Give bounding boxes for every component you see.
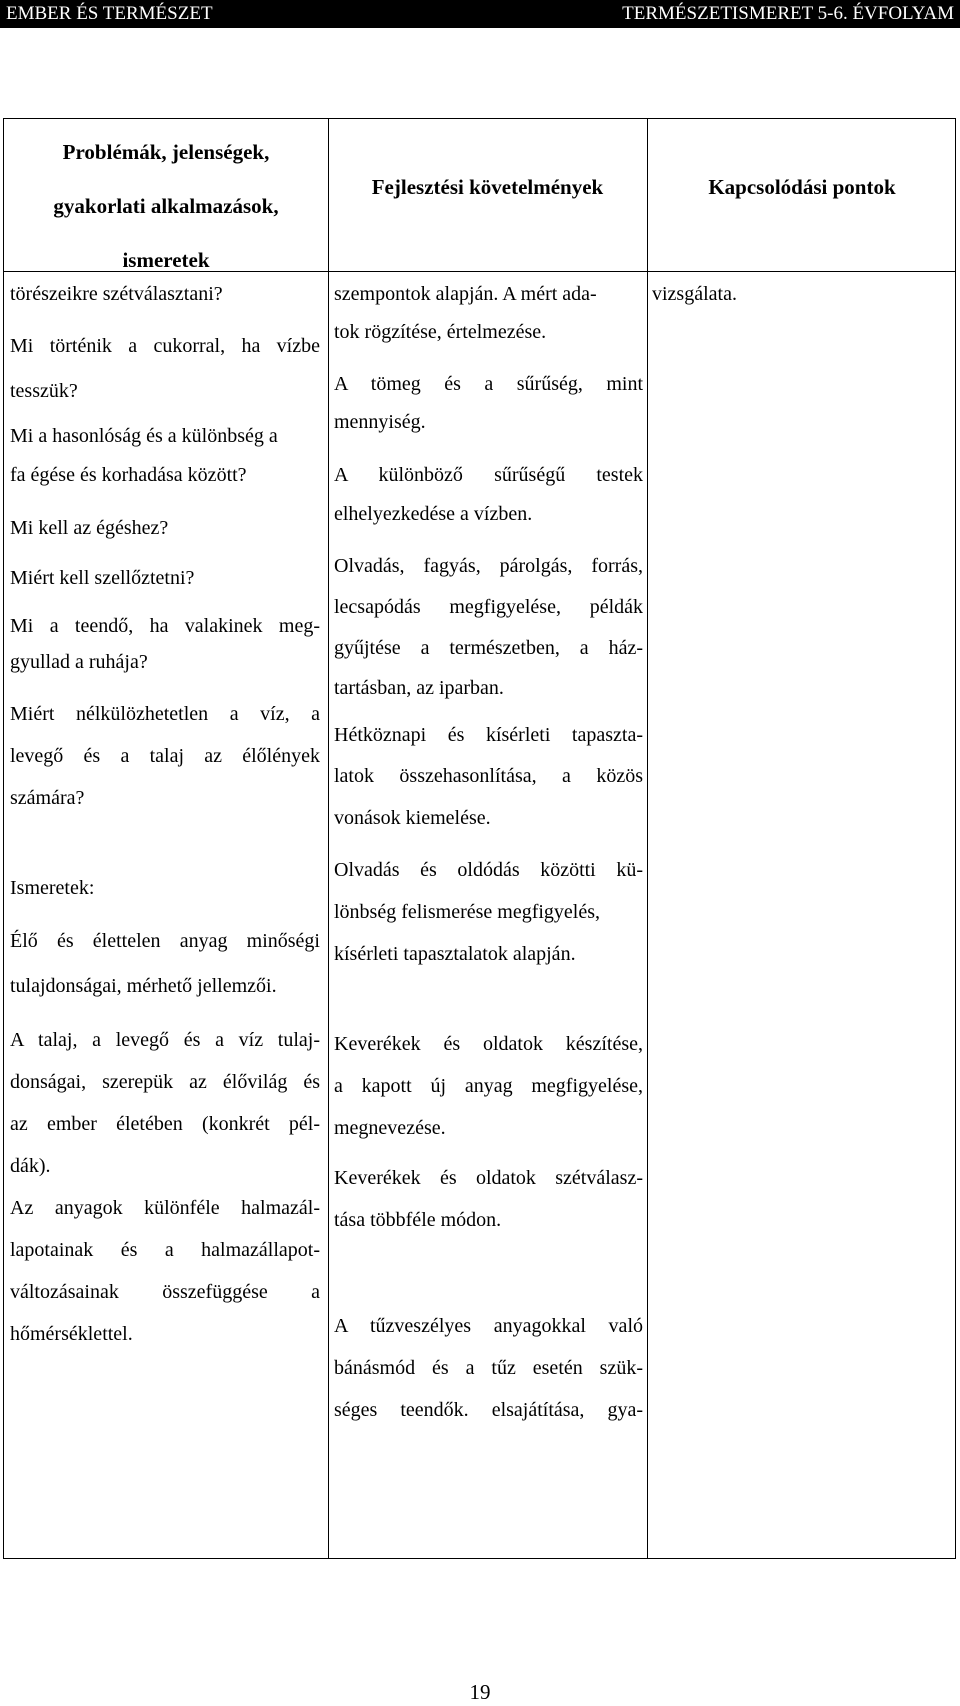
text-line: kísérleti tapasztalatok alapján. <box>334 943 576 965</box>
text-line: Olvadás, fagyás, párolgás, forrás, <box>334 555 643 577</box>
text-line: séges teendők. elsajátítása, gya- <box>334 1399 643 1421</box>
text-line: gyullad a ruhája? <box>10 651 148 673</box>
text-line: a kapott új anyag megfigyelése, <box>334 1075 643 1097</box>
page-number: 19 <box>469 1680 491 1704</box>
text-line: vonások kiemelése. <box>334 807 491 829</box>
header-line: Problémák, jelenségek, <box>62 140 270 164</box>
text-line: Miért kell szellőztetni? <box>10 567 195 589</box>
text-line: törészeikre szétválasztani? <box>10 283 223 305</box>
column-header-problems <box>4 125 328 287</box>
text-line: mennyiség. <box>334 411 426 433</box>
text-line: Olvadás és oldódás közötti kü- <box>334 859 643 881</box>
text-line: lecsapódás megfigyelése, példák <box>334 596 643 618</box>
text-line: levegő és a talaj az élőlények <box>10 745 320 767</box>
column-header-connections: Kapcsolódási pontok <box>708 175 896 199</box>
text-line: számára? <box>10 787 85 809</box>
text-line: tok rögzítése, értelmezése. <box>334 321 547 343</box>
column-divider <box>328 119 329 1558</box>
text-line: latok összehasonlítása, a közös <box>334 765 643 787</box>
running-header <box>0 0 960 28</box>
column-divider <box>647 119 648 1558</box>
text-line: tartásban, az iparban. <box>334 677 504 699</box>
text-line: változásainak összefüggése a <box>10 1281 320 1303</box>
text-line: gyűjtése a természetben, a ház- <box>334 637 643 659</box>
curriculum-table <box>3 118 956 1559</box>
text-line: Hétköznapi és kísérleti tapaszta- <box>334 724 643 746</box>
text-line: A tömeg és a sűrűség, mint <box>334 373 643 395</box>
text-line: Mi a hasonlóság és a különbség a <box>10 425 278 447</box>
text-line: elhelyezkedése a vízben. <box>334 503 533 525</box>
text-line: A talaj, a levegő és a víz tulaj- <box>10 1029 320 1051</box>
text-line: Keverékek és oldatok készítése, <box>334 1033 643 1055</box>
header-line: gyakorlati alkalmazások, <box>53 194 279 218</box>
text-line: szempontok alapján. A mért ada- <box>334 283 597 305</box>
text-line: Mi a teendő, ha valakinek meg- <box>10 615 320 637</box>
text-line: Miért nélkülözhetetlen a víz, a <box>10 703 320 725</box>
text-line: hőmérséklettel. <box>10 1323 133 1345</box>
header-left: EMBER ÉS TERMÉSZET <box>6 3 213 24</box>
text-line: Ismeretek: <box>10 877 95 899</box>
text-line: Keverékek és oldatok szétválasz- <box>334 1167 643 1189</box>
text-line: A különböző sűrűségű testek <box>334 464 643 486</box>
text-line: dák). <box>10 1155 51 1177</box>
text-line: tulajdonságai, mérhető jellemzői. <box>10 975 277 997</box>
text-line: A tűzveszélyes anyagokkal való <box>334 1315 643 1337</box>
header-right: TERMÉSZETISMERET 5-6. ÉVFOLYAM <box>622 3 954 24</box>
text-line: fa égése és korhadása között? <box>10 464 247 486</box>
text-line: bánásmód és a tűz esetén szük- <box>334 1357 643 1379</box>
text-line: Élő és élettelen anyag minőségi <box>10 930 320 952</box>
text-line: lönbség felismerése megfigyelés, <box>334 901 601 923</box>
text-line: tása többféle módon. <box>334 1209 502 1231</box>
text-line: megnevezése. <box>334 1117 446 1139</box>
header-line: ismeretek <box>122 248 210 272</box>
text-line: lapotainak és a halmazállapot- <box>10 1239 320 1261</box>
text-line: donságai, szerepük az élővilág és <box>10 1071 320 1093</box>
text-line: vizsgálata. <box>652 283 737 305</box>
text-line: Mi kell az égéshez? <box>10 517 169 539</box>
text-line: Mi történik a cukorral, ha vízbe <box>10 335 320 357</box>
text-line: tesszük? <box>10 380 78 402</box>
text-line: az ember életében (konkrét pél- <box>10 1113 320 1135</box>
column-header-requirements: Fejlesztési követelmények <box>371 175 604 199</box>
text-line: Az anyagok különféle halmazál- <box>10 1197 320 1219</box>
